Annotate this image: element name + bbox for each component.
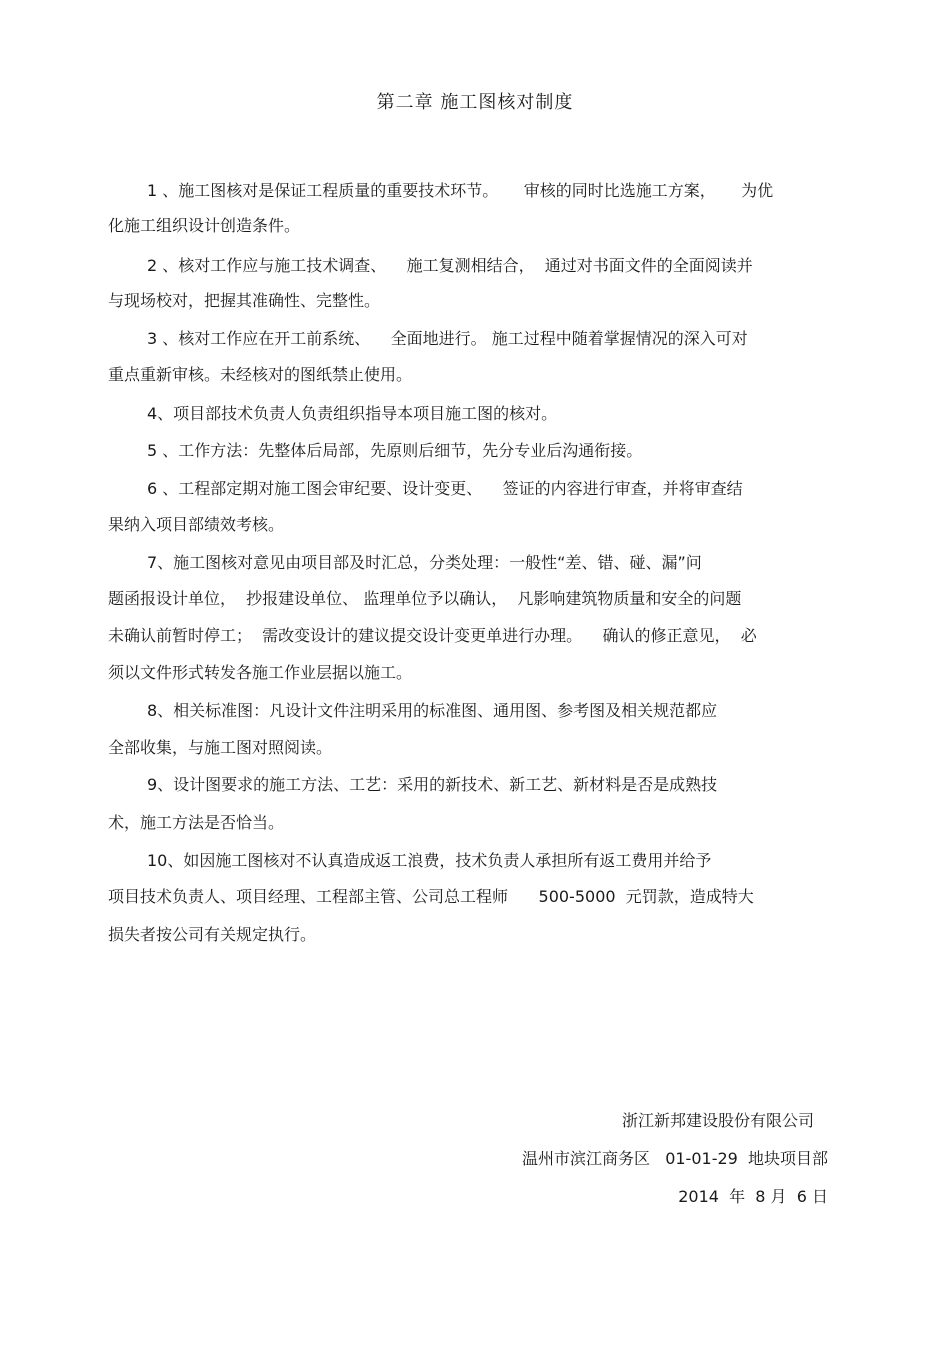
company-name: 浙江新邦建设股份有限公司 xyxy=(621,1111,814,1130)
paragraph-line: 2 、核对工作应与施工技术调查、 施工复测相结合， 通过对书面文件的全面阅读并 xyxy=(147,256,753,275)
project-department: 温州市滨江商务区 01-01-29 地块项目部 xyxy=(521,1149,828,1168)
paragraph-line: 与现场校对，把握其准确性、完整性。 xyxy=(108,291,381,310)
paragraph-line: 3 、核对工作应在开工前系统、 全面地进行。 施工过程中随着掌握情况的深入可对 xyxy=(147,329,748,348)
document-date: 2014 年 8 月 6 日 xyxy=(678,1187,828,1206)
paragraph-line: 8、相关标准图：凡设计文件注明采用的标准图、通用图、参考图及相关规范都应 xyxy=(147,701,718,720)
paragraph-line: 损失者按公司有关规定执行。 xyxy=(108,925,317,944)
paragraph-line: 果纳入项目部绩效考核。 xyxy=(108,515,285,534)
paragraph-line: 4、项目部技术负责人负责组织指导本项目施工图的核对。 xyxy=(147,404,558,423)
paragraph-line: 9、设计图要求的施工方法、工艺：采用的新技术、新工艺、新材料是否是成熟技 xyxy=(147,775,718,794)
paragraph-line: 5 、工作方法：先整体后局部，先原则后细节，先分专业后沟通衔接。 xyxy=(147,441,643,460)
chapter-title: 第二章 施工图核对制度 xyxy=(376,92,574,113)
paragraph-line: 7、施工图核对意见由项目部及时汇总，分类处理：一般性“差、错、碰、漏”问 xyxy=(147,553,702,572)
paragraph-line: 1 、施工图核对是保证工程质量的重要技术环节。 审核的同时比选施工方案， 为优 xyxy=(147,181,774,200)
paragraph-line: 化施工组织设计创造条件。 xyxy=(108,216,301,235)
paragraph-line: 6 、工程部定期对施工图会审纪要、设计变更、 签证的内容进行审查，并将审查结 xyxy=(147,479,743,498)
paragraph-line: 须以文件形式转发各施工作业层据以施工。 xyxy=(108,663,413,682)
paragraph-line: 题函报设计单位， 抄报建设单位、 监理单位予以确认， 凡影响建筑物质量和安全的问题 xyxy=(108,589,742,608)
paragraph-line: 全部收集，与施工图对照阅读。 xyxy=(108,738,333,757)
paragraph-line: 未确认前暂时停工； 需改变设计的建议提交设计变更单进行办理。 确认的修正意见， 必 xyxy=(108,626,757,645)
paragraph-line: 10、如因施工图核对不认真造成返工浪费，技术负责人承担所有返工费用并给予 xyxy=(147,851,712,870)
paragraph-line: 重点重新审核。未经核对的图纸禁止使用。 xyxy=(108,365,413,384)
paragraph-line: 术，施工方法是否恰当。 xyxy=(108,813,285,832)
paragraph-line: 项目技术负责人、项目经理、工程部主管、公司总工程师 500-5000 元罚款，造成特大 xyxy=(108,887,754,906)
